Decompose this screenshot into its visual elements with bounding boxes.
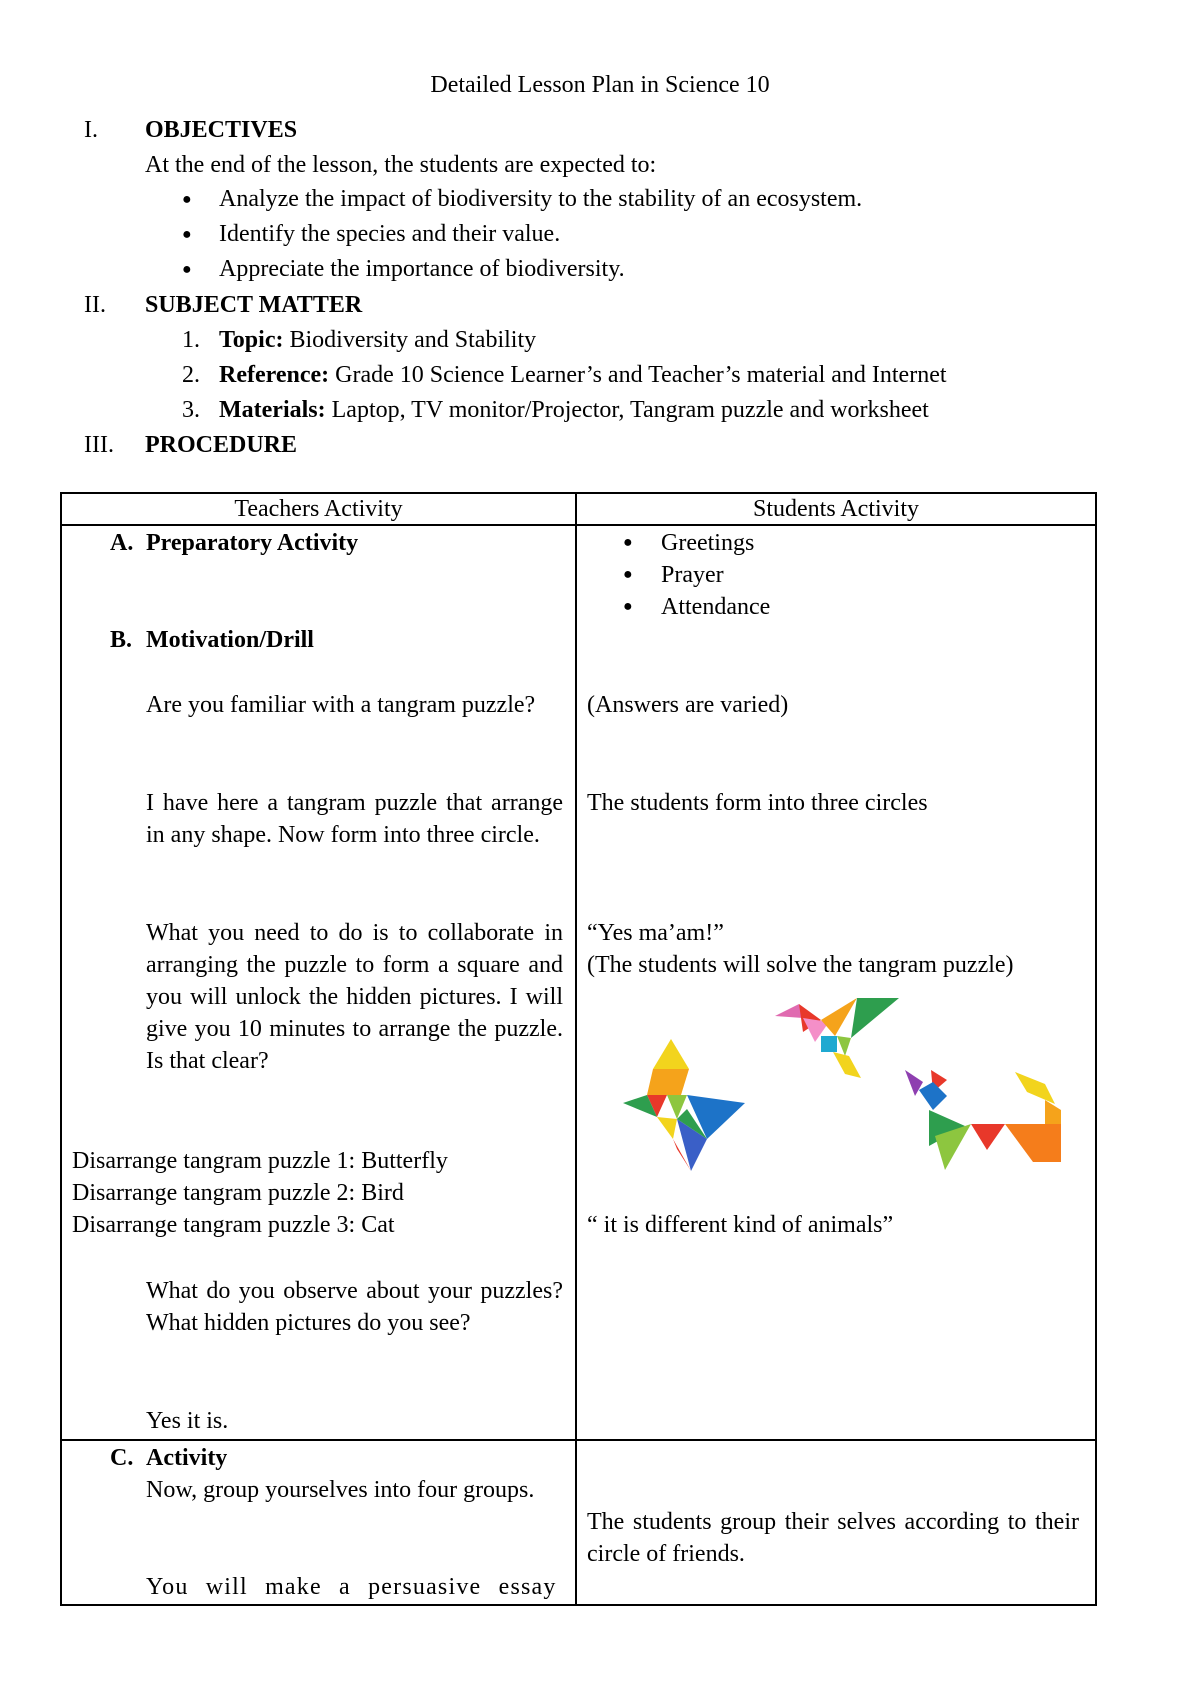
student-answer-4: “ it is different kind of animals”	[587, 1212, 894, 1238]
student-answer-5: The students group their selves according to their circle of friends.	[587, 1509, 1079, 1567]
table-row	[61, 1440, 1096, 1605]
teacher-activity-essay: You will make a persuasive essay	[146, 1574, 557, 1600]
item-text: Laptop, TV monitor/Projector, Tangram puzzle and worksheet	[325, 397, 929, 423]
puzzle-line: Disarrange tangram puzzle 2: Bird	[72, 1180, 404, 1206]
tangram-piece	[919, 1082, 947, 1110]
student-cell	[576, 1440, 1096, 1605]
item-label: Reference:	[219, 362, 330, 388]
objectives-intro: At the end of the lesson, the students are expected to:	[145, 152, 657, 178]
section-subject-matter-heading	[84, 292, 362, 319]
section-label: PROCEDURE	[145, 432, 298, 458]
teacher-activity-instruction: Now, group yourselves into four groups.	[146, 1477, 535, 1503]
objective-item: Identify the species and their value.	[219, 221, 561, 247]
puzzle-line: Disarrange tangram puzzle 1: Butterfly	[72, 1148, 448, 1174]
student-bullet: Prayer	[661, 562, 724, 588]
item-number: 1.	[182, 327, 200, 353]
student-answer-1: (Answers are varied)	[587, 692, 789, 718]
subject-item-topic	[182, 327, 536, 354]
teacher-question-3: What you need to do is to collaborate in arranging the puzzle to form a square and you will unlock the hidden pictures. I will give you 10 minutes to arrange the puzzle. Is that clear?	[146, 920, 563, 1074]
bullet-icon: ●	[182, 226, 192, 243]
tangram-piece	[1015, 1072, 1055, 1104]
item-letter: B.	[110, 627, 133, 653]
tangram-piece	[657, 1117, 677, 1139]
tangram-piece	[1045, 1100, 1061, 1124]
section-procedure-heading	[84, 432, 297, 459]
teacher-cell	[61, 525, 576, 1440]
item-letter: C.	[110, 1445, 134, 1471]
item-number: 3.	[182, 397, 200, 423]
bullet-icon: ●	[182, 261, 192, 278]
item-letter: A.	[110, 530, 134, 556]
teacher-yes: Yes it is.	[146, 1408, 229, 1434]
objective-item: Appreciate the importance of biodiversity.	[219, 256, 625, 282]
tangram-piece	[833, 1052, 861, 1078]
bullet-icon: ●	[623, 534, 633, 551]
tangram-cat-image	[905, 1070, 1061, 1174]
subject-item-reference	[182, 362, 947, 389]
tangram-butterfly-image	[623, 1039, 757, 1174]
tangram-bird-image	[775, 998, 899, 1080]
tangram-piece	[851, 998, 899, 1038]
student-answer-3b: (The students will solve the tangram puzzle)	[587, 952, 1014, 978]
preparatory-heading	[110, 527, 358, 559]
student-cell	[576, 525, 1096, 1440]
objective-item: Analyze the impact of biodiversity to the stability of an ecosystem.	[219, 186, 863, 212]
procedure-table	[60, 492, 1097, 1606]
header-teachers-activity: Teachers Activity	[61, 493, 576, 525]
tangram-piece	[971, 1124, 1005, 1150]
student-bullet: Greetings	[661, 530, 755, 556]
teacher-question-1: Are you familiar with a tangram puzzle?	[146, 692, 536, 718]
item-label: Topic:	[219, 327, 284, 353]
tangram-piece	[1005, 1124, 1061, 1162]
section-numeral: III.	[84, 432, 114, 458]
teacher-question-4: What do you observe about your puzzles? What hidden pictures do you see?	[146, 1278, 563, 1336]
header-students-activity: Students Activity	[576, 493, 1096, 525]
teacher-question-2: I have here a tangram puzzle that arrange in any shape. Now form into three circle.	[146, 790, 563, 848]
motivation-heading	[110, 624, 314, 656]
tangram-piece	[775, 1004, 803, 1018]
bullet-icon: ●	[623, 598, 633, 615]
student-bullet: Attendance	[661, 594, 771, 620]
item-heading: Preparatory Activity	[146, 530, 359, 556]
bullet-icon: ●	[623, 566, 633, 583]
teacher-cell	[61, 1440, 576, 1605]
section-label: OBJECTIVES	[145, 117, 298, 143]
subject-item-materials	[182, 397, 929, 424]
tangram-piece	[821, 1036, 837, 1052]
bullet-icon: ●	[182, 191, 192, 208]
item-heading: Motivation/Drill	[146, 627, 314, 653]
section-numeral: I.	[84, 117, 98, 143]
item-number: 2.	[182, 362, 200, 388]
table-row	[61, 525, 1096, 1440]
tangram-piece	[653, 1039, 689, 1069]
item-label: Materials:	[219, 397, 326, 423]
item-text: Grade 10 Science Learner’s and Teacher’s material and Internet	[329, 362, 947, 388]
section-numeral: II.	[84, 292, 106, 318]
item-heading: Activity	[146, 1445, 228, 1471]
student-answer-2: The students form into three circles	[587, 790, 928, 816]
item-text: Biodiversity and Stability	[283, 327, 537, 353]
tangram-piece	[647, 1069, 689, 1095]
tangram-piece	[905, 1070, 923, 1096]
page-title: Detailed Lesson Plan in Science 10	[430, 72, 770, 98]
activity-heading	[110, 1442, 227, 1474]
tangram-piece	[821, 998, 857, 1036]
section-label: SUBJECT MATTER	[145, 292, 363, 318]
student-answer-3a: “Yes ma’am!”	[587, 920, 724, 946]
puzzle-line: Disarrange tangram puzzle 3: Cat	[72, 1212, 395, 1238]
section-objectives-heading	[84, 117, 297, 144]
table-header-row	[61, 493, 1096, 525]
tangram-piece	[837, 1036, 851, 1056]
